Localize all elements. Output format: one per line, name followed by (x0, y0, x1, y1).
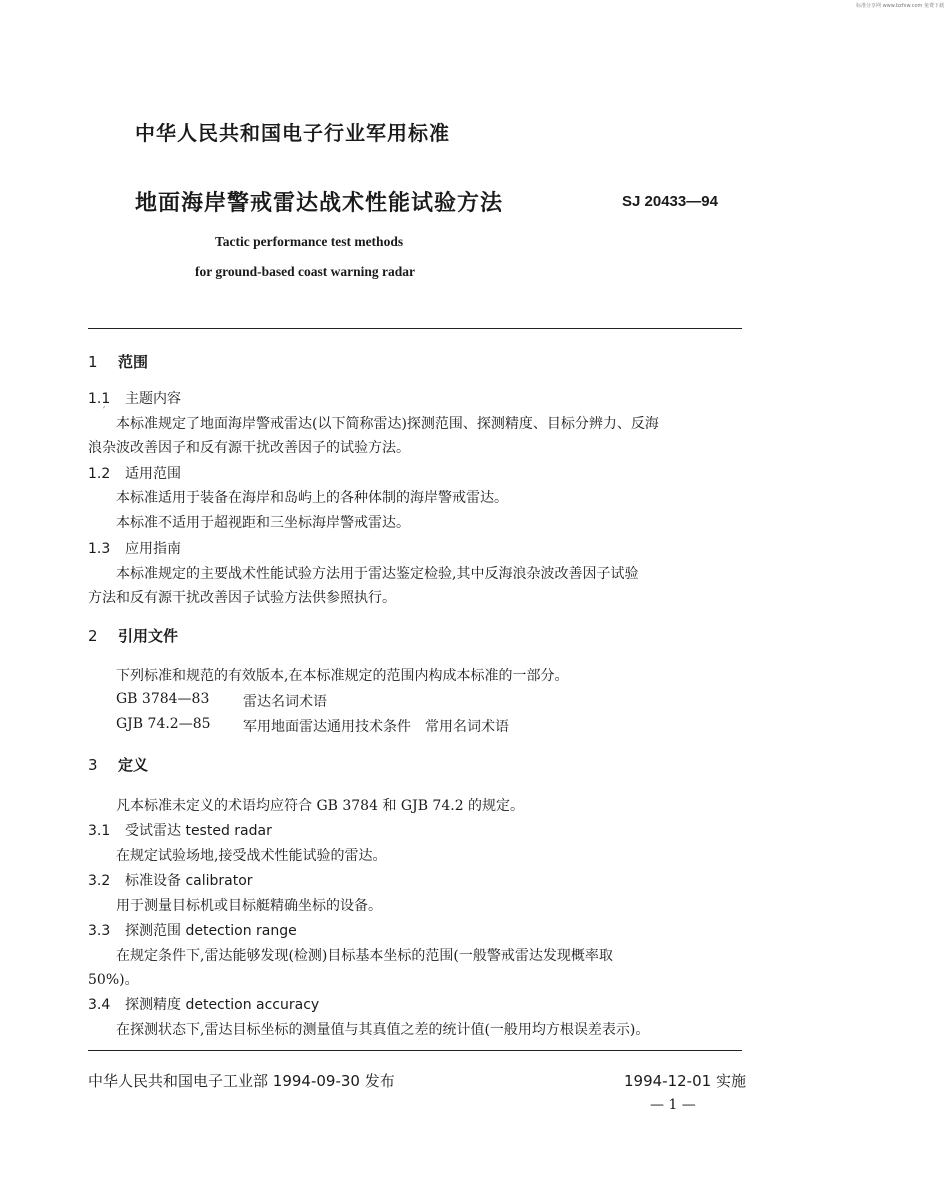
section-3-2-heading (88, 870, 253, 890)
paragraph: 浪杂波改善因子和反有源干扰改善因子的试验方法。 (88, 440, 410, 456)
standard-number: SJ 20433—94 (622, 193, 718, 210)
paragraph: 用于测量目标机或目标艇精确坐标的设备。 (116, 898, 382, 914)
header-divider (88, 328, 742, 329)
reference-code: GJB 74.2—85 (116, 716, 211, 732)
footer-divider (88, 1050, 742, 1051)
watermark-text: 标准分享网 www.bzfxw.com 免费下载 (856, 3, 944, 9)
section-title: 应用指南 (125, 541, 181, 557)
paragraph: 方法和反有源干扰改善因子试验方法供参照执行。 (88, 590, 396, 606)
issuer-line: 中华人民共和国电子工业部 1994-09-30 发布 (88, 1072, 395, 1090)
paragraph: 下列标准和规范的有效版本,在本标准规定的范围内构成本标准的一部分。 (116, 668, 569, 684)
section-number: 3.4 (88, 997, 111, 1013)
section-3-1-heading (88, 820, 272, 840)
section-number: 1 (88, 353, 98, 371)
english-title-line-1: Tactic performance test methods (215, 234, 404, 249)
section-number: 3.1 (88, 823, 111, 839)
paragraph: 50%)。 (88, 972, 139, 988)
section-title: 引用文件 (118, 627, 179, 645)
section-title: 探测范围 detection range (125, 923, 297, 939)
section-number: 1.3 (88, 541, 111, 557)
section-title: 探测精度 detection accuracy (125, 997, 320, 1013)
section-title: 范围 (118, 353, 149, 371)
section-1-1-heading (88, 388, 181, 408)
reference-name: 军用地面雷达通用技术条件 常用名词术语 (243, 719, 509, 735)
section-number: 1.2 (88, 466, 111, 482)
scan-mark: ′ (103, 406, 106, 417)
section-title: 标准设备 calibrator (125, 873, 253, 889)
paragraph: 本标准规定了地面海岸警戒雷达(以下简称雷达)探测范围、探测精度、目标分辨力、反海 (116, 416, 659, 432)
page-number: — 1 — (650, 1097, 696, 1113)
paragraph: 在规定试验场地,接受战术性能试验的雷达。 (116, 848, 387, 864)
reference-name: 雷达名词术语 (243, 694, 327, 710)
section-number: 3.3 (88, 923, 111, 939)
english-title-line-2: for ground-based coast warning radar (195, 264, 416, 279)
section-number: 3 (88, 756, 98, 774)
section-title: 定义 (118, 756, 149, 774)
section-1-3-heading (88, 538, 181, 558)
paragraph: 本标准规定的主要战术性能试验方法用于雷达鉴定检验,其中反海浪杂波改善因子试验 (116, 566, 639, 582)
paragraph: 本标准不适用于超视距和三坐标海岸警戒雷达。 (116, 515, 410, 531)
section-number: 3.2 (88, 873, 111, 889)
paragraph: 本标准适用于装备在海岸和岛屿上的各种体制的海岸警戒雷达。 (116, 490, 508, 506)
section-3-4-heading (88, 994, 319, 1014)
effective-date: 1994-12-01 实施 (624, 1072, 746, 1090)
section-1-heading (88, 351, 148, 372)
paragraph: 在规定条件下,雷达能够发现(检测)目标基本坐标的范围(一般警戒雷达发现概率取 (116, 948, 613, 964)
section-2-heading (88, 625, 178, 646)
section-3-heading (88, 754, 148, 775)
section-title: 主题内容 (125, 391, 181, 407)
section-number: 1.1 (88, 391, 111, 407)
section-1-2-heading (88, 463, 181, 483)
section-title: 受试雷达 tested radar (125, 823, 272, 839)
reference-code: GB 3784—83 (116, 691, 210, 707)
section-3-3-heading (88, 920, 297, 940)
standard-category: 中华人民共和国电子行业军用标准 (135, 121, 450, 145)
page-title: 地面海岸警戒雷达战术性能试验方法 (135, 191, 504, 216)
paragraph: 在探测状态下,雷达目标坐标的测量值与其真值之差的统计值(一般用均方根误差表示)。 (116, 1022, 650, 1038)
section-number: 2 (88, 627, 98, 645)
section-title: 适用范围 (125, 466, 181, 482)
paragraph: 凡本标准未定义的术语均应符合 GB 3784 和 GJB 74.2 的规定。 (116, 798, 525, 814)
